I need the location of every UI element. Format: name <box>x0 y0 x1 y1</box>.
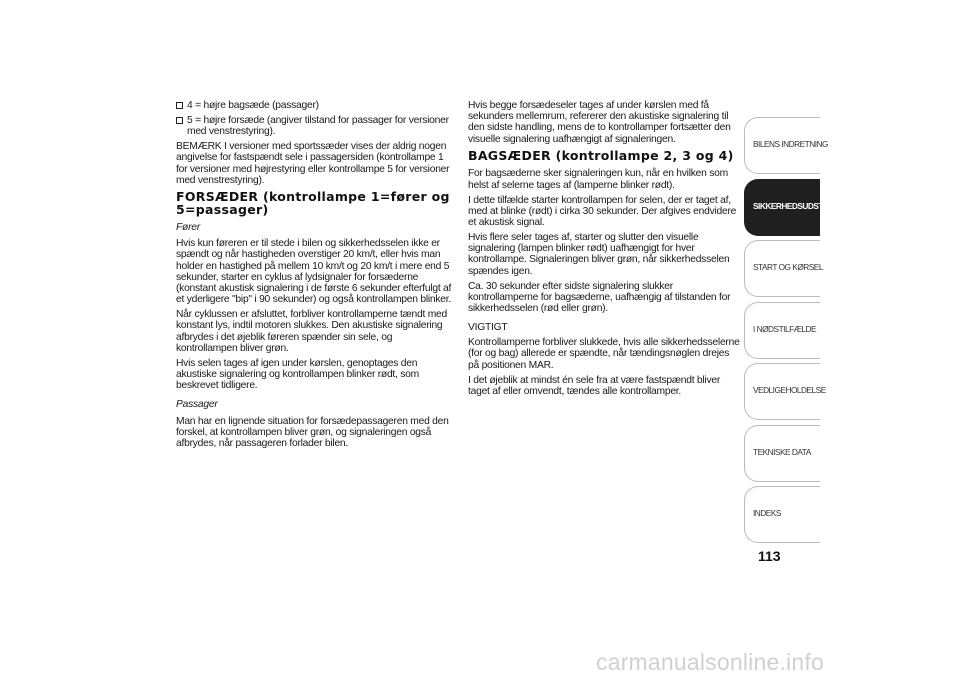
note-paragraph: BEMÆRK I versioner med sportssæder vises der aldrig nogen angivelse for fastspændt sele i passagersiden (kontrollampe 1 for versioner med højrestyring eller kontrollampe 5 for versioner med venstrestyring). <box>176 141 450 186</box>
bullet-item <box>176 100 454 111</box>
tab-indeks[interactable] <box>744 486 820 543</box>
page-number: 113 <box>758 548 781 564</box>
paragraph: Man har en lignende situation for forsædepassageren med den forskel, at kontrollampen bliver grøn, og signaleringen også afbrydes, når passageren forlader bilen. <box>176 415 449 450</box>
bullet-item <box>176 115 454 137</box>
paragraph: Kontrollamperne forbliver slukkede, hvis alle sikkerhedsselerne (for og bag) allerede er spændte, når tændingsnøglen drejes på positionen MAR. <box>468 337 740 371</box>
checkbox-bullet-icon <box>176 117 183 124</box>
tab-bilens-indretning[interactable] <box>744 117 828 174</box>
tab-i-nodstilfaelde[interactable] <box>744 302 820 359</box>
paragraph: Når cyklussen er afsluttet, forbliver kontrollamperne tændt med konstant lys, indtil motoren slukkes. Den akustiske signalering afbrydes i det øjeblik føreren spænder sin sele, og kontrollampen bliver grøn. <box>176 309 447 354</box>
tab-label: VEDLIGEHOLDELSE <box>753 385 826 395</box>
right-column <box>468 100 740 401</box>
tab-label: I NØDSTILFÆLDE <box>753 323 817 334</box>
subheading-driver: Fører <box>176 222 200 234</box>
paragraph: Hvis begge forsædeseler tages af under kørslen med få sekunders mellemrum, refererer den akustiske signalering til den sidste handling, mens de to kontrollamper fortsætter den visuelle signalering uafhængigt af signaleringen. <box>468 100 731 145</box>
tab-sikkerhedsudstyr[interactable] <box>744 179 834 236</box>
tab-label: SIKKERHEDSUDSTYR <box>753 200 834 211</box>
paragraph: Hvis flere seler tages af, starter og slutter den visuelle signalering (lampen blinker rødt) uafhængigt for hver kontrollampe. Signaleringen bliver grøn, når sikkerhedsselen spændes igen. <box>468 231 730 277</box>
subheading-passenger: Passager <box>176 399 218 411</box>
paragraph: I det øjeblik at mindst én sele fra at være fastspændt bliver taget af eller omvendt, tændes alle kontrollamper. <box>468 374 721 397</box>
paragraph: For bagsæderne sker signaleringen kun, når en hvilken som helst af selerne tages af (lamperne blinker rødt). <box>468 168 728 191</box>
tab-tekniske-data[interactable] <box>744 425 820 482</box>
tab-vedligeholdelse[interactable] <box>744 363 826 420</box>
paragraph: Hvis kun føreren er til stede i bilen og sikkerhedsselen ikke er spændt og når hastigheden overstiger 20 km/t, eller hvis man holder en hastighed på mellem 10 km/t og 20 km/t i mere end 5 sekunder, starter en cyklus af lydsignaler for forsæderne (konstant akustisk signalering i de første 6 sekunder efterfulgt af et yderligere "bip" i 90 sekunder) og også kontrollampen blinker. <box>176 238 452 306</box>
watermark: carmanualsonline.info <box>596 649 824 675</box>
chapter-tabs <box>744 117 834 548</box>
section-heading-front-seats: FORSÆDER (kontrollampe 1=fører og 5=passager) <box>176 189 450 217</box>
tab-label: BILENS INDRETNING <box>753 139 828 149</box>
left-column <box>176 100 454 453</box>
tab-start-og-korsel[interactable] <box>744 240 823 297</box>
paragraph: Ca. 30 sekunder efter sidste signalering slukker kontrollamperne for bagsæderne, uafhængig af tilstanden for sikkerhedsselen (rød eller grøn). <box>468 280 731 314</box>
paragraph: Hvis selen tages af igen under kørslen, genoptages den akustiske signalering og kontrollampen blinker rødt, som beskrevet tidligere. <box>176 357 419 392</box>
bullet-text: 4 = højre bagsæde (passager) <box>187 100 319 111</box>
tab-label: INDEKS <box>753 508 781 518</box>
tab-label: TEKNISKE DATA <box>753 446 811 457</box>
checkbox-bullet-icon <box>176 102 183 109</box>
bullet-text: 5 = højre forsæde (angiver tilstand for passager for versioner med venstrestyring). <box>187 115 449 138</box>
warning-label: VIGTIGT <box>468 322 508 334</box>
paragraph: I dette tilfælde starter kontrollampen for selen, der er taget af, med at blinke (rødt) i cirka 30 sekunder. Der afgives endvidere et akustisk signal. <box>468 194 737 228</box>
section-heading-rear-seats: BAGSÆDER (kontrollampe 2, 3 og 4) <box>468 147 734 163</box>
tab-label: START OG KØRSEL <box>753 262 823 272</box>
